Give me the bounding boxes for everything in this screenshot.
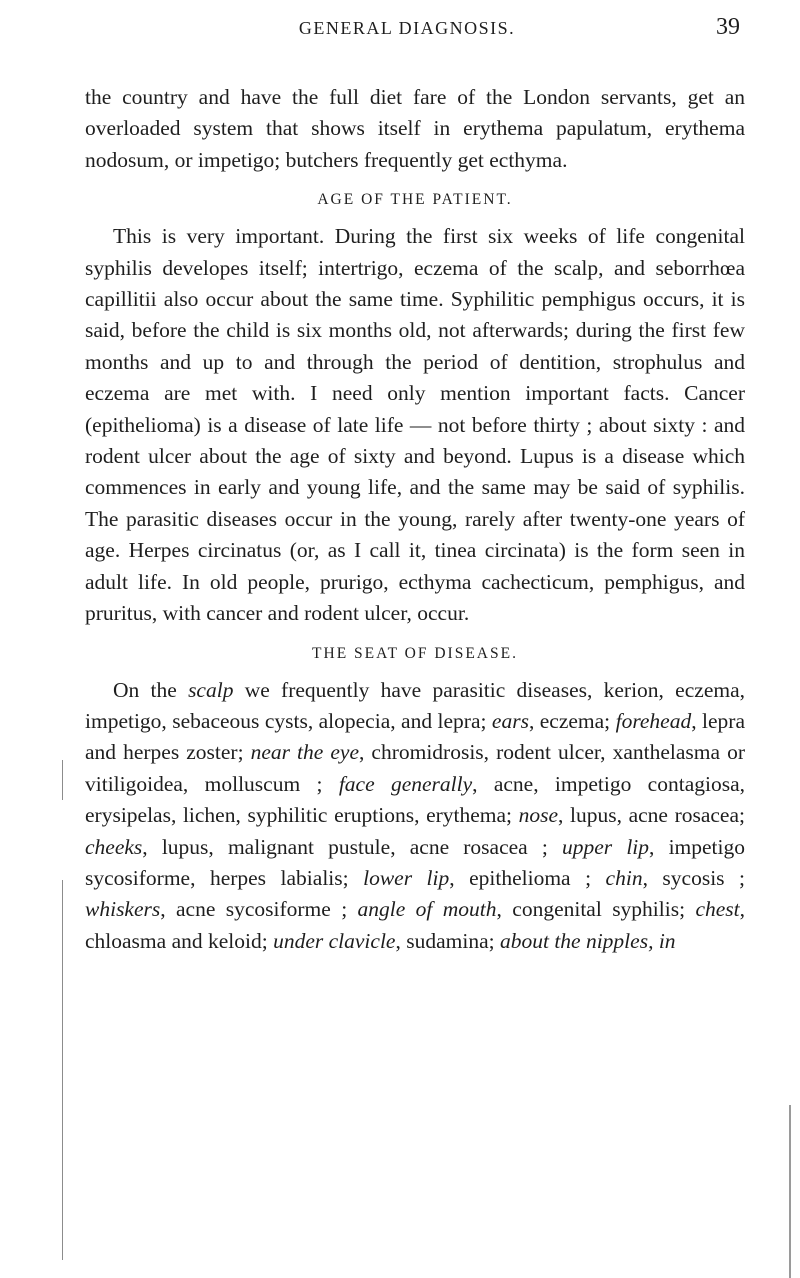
term-ears: ears xyxy=(491,708,529,733)
text-run: , lepra and herpes zoster; xyxy=(85,708,746,765)
text-run: , epithelioma ; xyxy=(449,865,606,890)
term-lower-lip: lower lip xyxy=(363,865,450,890)
term-nose: nose xyxy=(518,803,559,828)
margin-mark xyxy=(62,760,63,800)
text-run: , impetigo sycosiforme, herpes labialis; xyxy=(85,834,746,890)
page-header xyxy=(72,14,742,48)
text-run: , acne sycosiforme ; xyxy=(160,897,358,922)
term-under-clavicle: under clavicle xyxy=(273,928,396,953)
text-run: we frequently have parasitic diseases, kerion, eczema, impetigo, sebaceous cysts, alopecia, and lepra; xyxy=(85,677,745,733)
term-cheeks: cheeks xyxy=(85,834,143,859)
running-head: GENERAL DIAGNOSIS. xyxy=(298,18,516,38)
term-chest: chest xyxy=(695,897,740,922)
text-run: , sudamina; xyxy=(395,928,500,953)
section-heading-age: AGE OF THE PATIENT. xyxy=(317,191,513,209)
term-angle-of-mouth: angle of mouth xyxy=(357,897,497,922)
text-run: , acne, impetigo contagiosa, erysipelas, lichen, syphilitic eruptions, erythema; xyxy=(85,771,745,828)
term-upper-lip: upper lip xyxy=(562,834,650,859)
term-face-generally: face generally xyxy=(338,771,473,796)
term-whiskers: whiskers xyxy=(85,897,161,922)
text-run: , sycosis ; xyxy=(642,865,746,890)
term-about-nipples: about the nipples, in xyxy=(499,928,676,953)
text-run: , eczema; xyxy=(528,708,616,733)
paragraph-age-of-patient: This is very important. During the first six weeks of life congenital syphilis developes itself; intertrigo, eczema of the scalp, and seborrhœa capillitii also occur about the same time. Syphilitic pemphigus occurs, it is said, before the child is six months old, not afterwards; during the first few months and up to and through the period of dentition, strophulus and eczema are met with. I need only mention important facts. Cancer (epithelioma) is a disease of late life — not before thirty ; about sixty : and rodent ulcer about the age of sixty and beyond. Lupus is a disease which commences in early and young life, and the same may be said of syphilis. The parasitic diseases occur in the young, rarely after twenty-one years of age. Herpes circinatus (or, as I call it, tinea circinata) is the form seen in adult life. In old people, prurigo, ecthyma cachecticum, pemphigus, and pruritus, with cancer and rodent ulcer, occur. xyxy=(85,224,745,626)
text-run: , chloasma and keloid; xyxy=(85,897,745,953)
text-run: , lupus, malignant pustule, acne rosacea ; xyxy=(142,834,563,859)
text-run: , chromidrosis, rodent ulcer, xanthelasma or vitiligoidea, molluscum ; xyxy=(85,740,745,796)
section-heading-seat: THE SEAT OF DISEASE. xyxy=(312,644,518,662)
page-body xyxy=(85,82,745,957)
text-run: , congenital syphilis; xyxy=(496,897,696,922)
term-chin: chin xyxy=(605,865,643,890)
text-run: On the xyxy=(113,677,189,702)
page-number: 39 xyxy=(716,14,740,40)
text-run: , lupus, acne rosacea; xyxy=(558,803,745,828)
paragraph-continuation: the country and have the full diet fare of the London servants, get an overloaded system that shows itself in erythema papulatum, erythema nodosum, or impetigo; butchers frequently get ecthyma. xyxy=(85,85,745,172)
paragraph-seat-of-disease xyxy=(85,675,745,958)
margin-rule xyxy=(62,880,63,1260)
page-edge-shadow xyxy=(789,1105,791,1278)
term-scalp: scalp xyxy=(188,677,234,702)
term-forehead: forehead xyxy=(615,708,692,733)
term-near-eye: near the eye xyxy=(250,740,359,765)
